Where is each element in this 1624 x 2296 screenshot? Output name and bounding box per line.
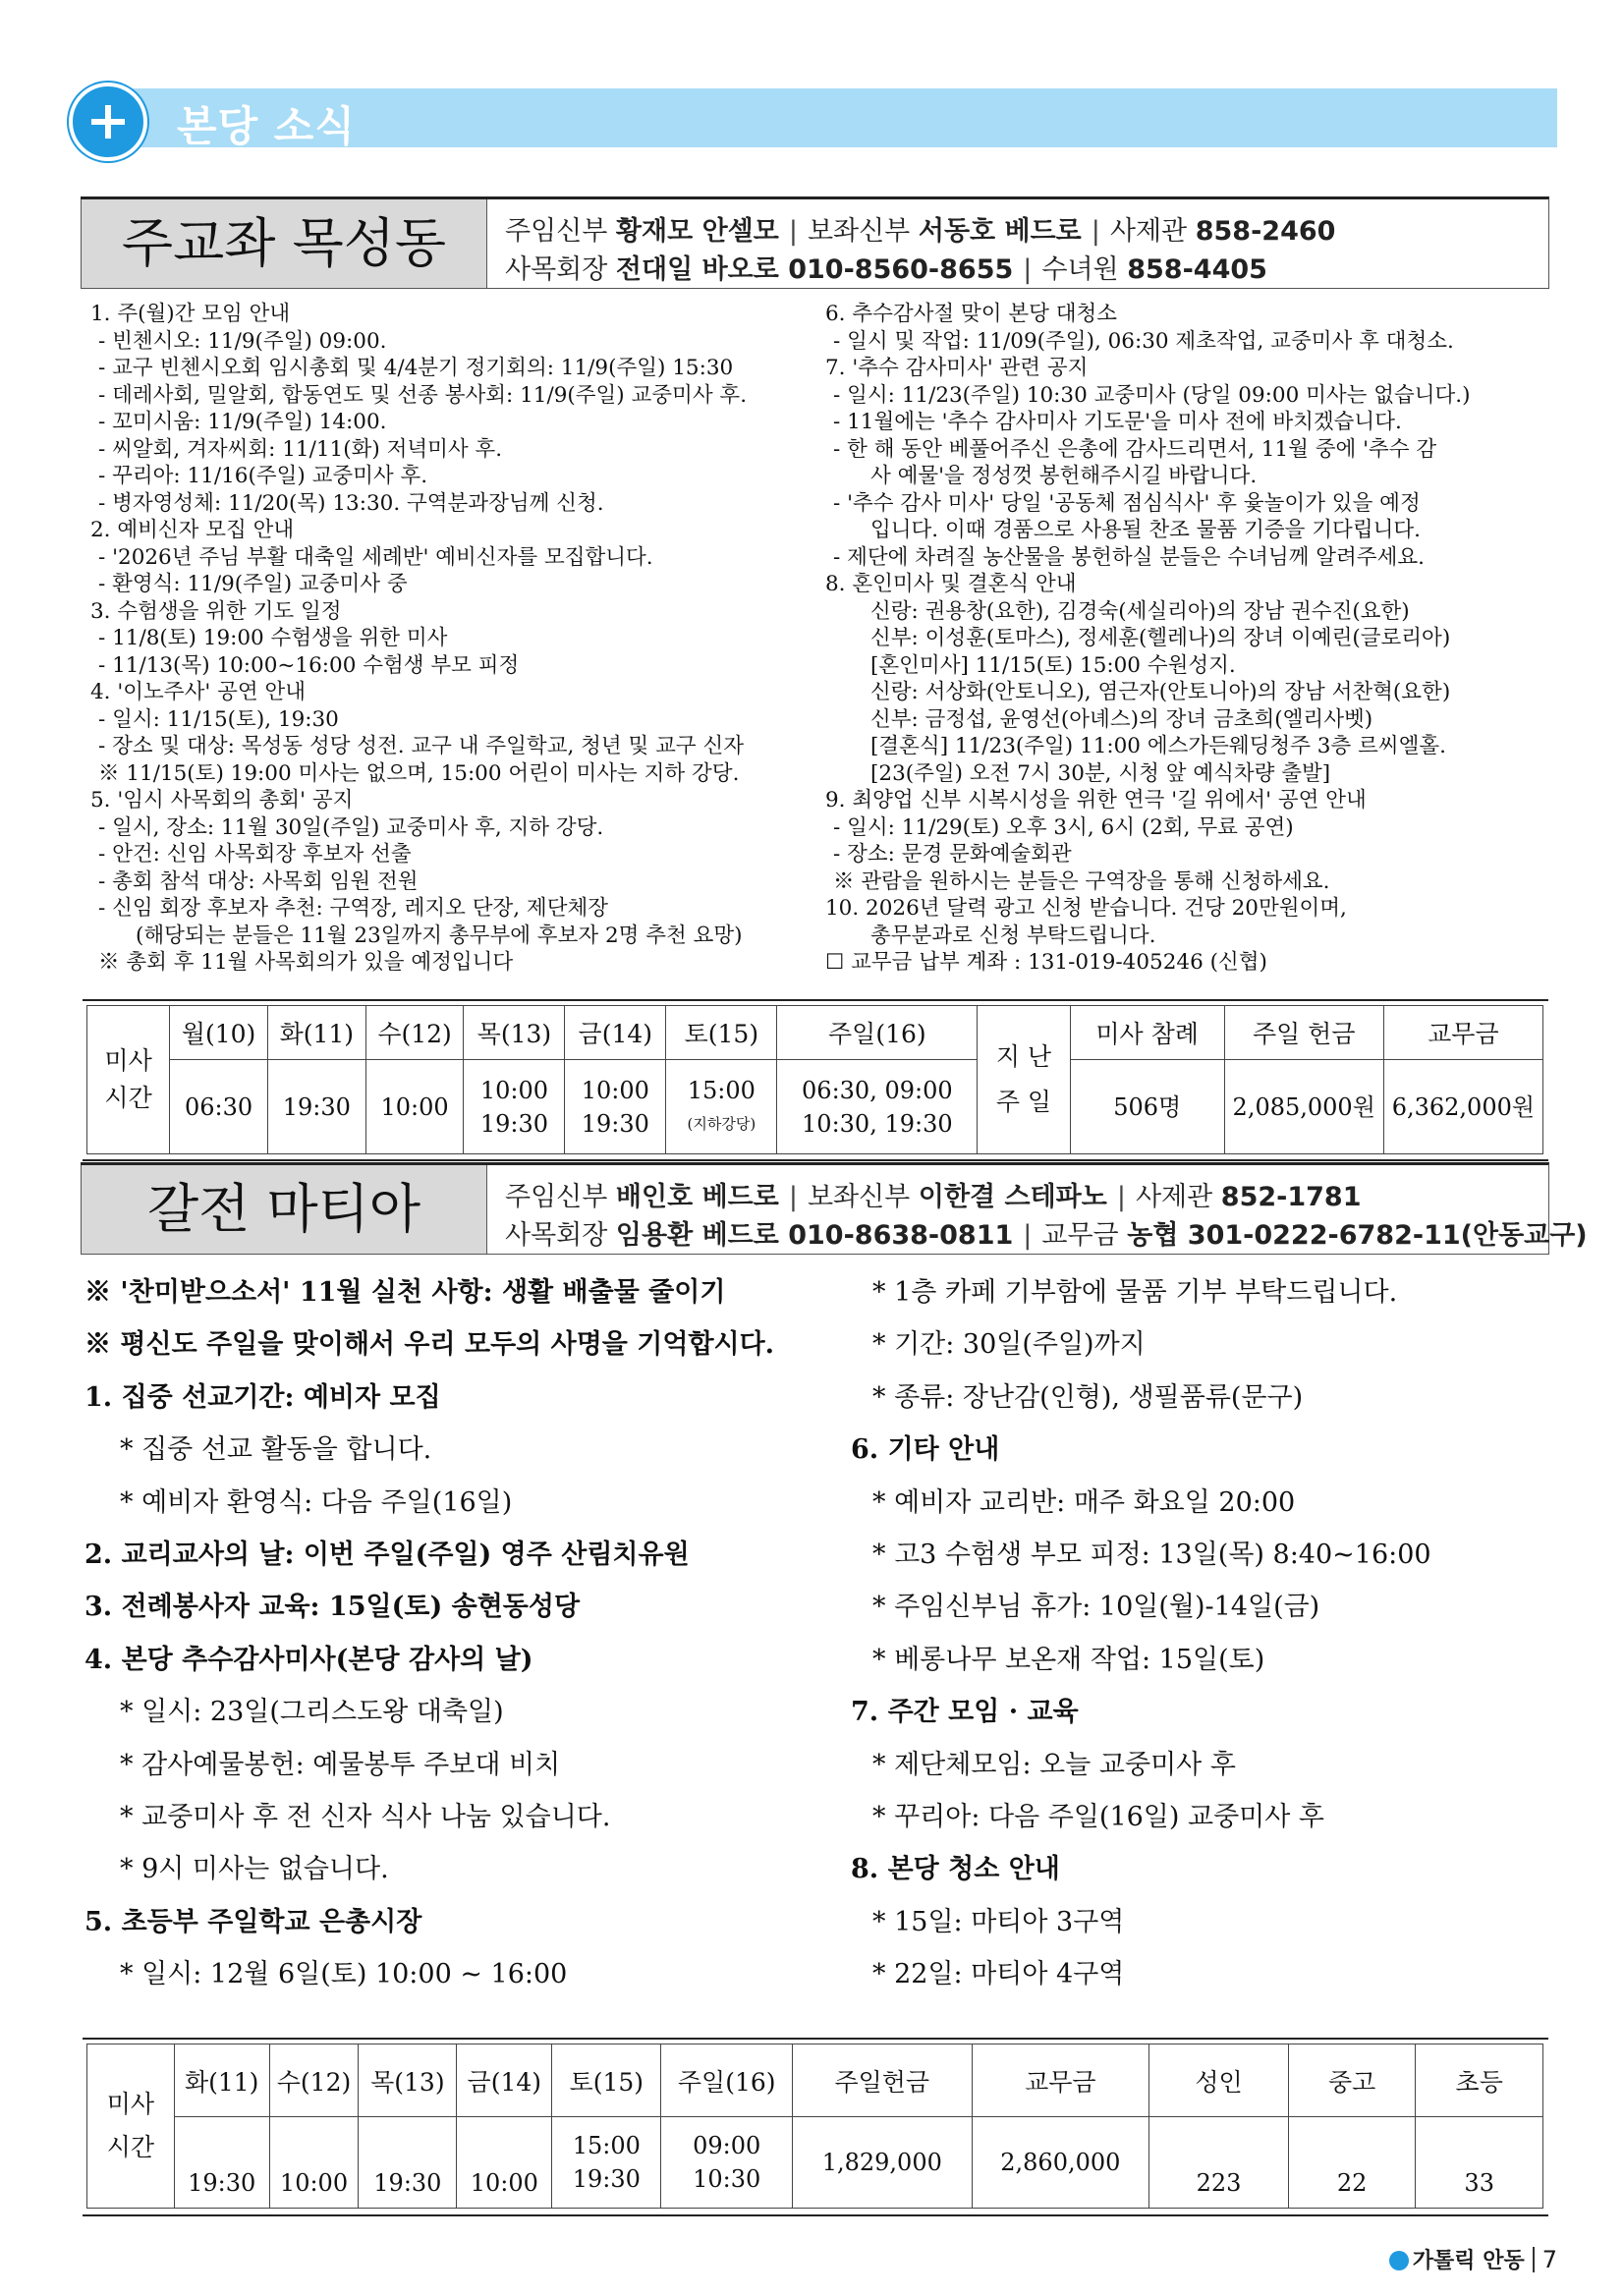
notice-line: 8. 본당 청소 안내 — [851, 1854, 1060, 1885]
day-header: 목(13) — [464, 1006, 565, 1060]
time-value: 15:00 — [687, 1076, 756, 1104]
notice-line: 7. '추수 감사미사' 관련 공지 — [825, 356, 1089, 380]
notice-line: * 기간: 30일(주일)까지 — [872, 1329, 1146, 1361]
time-cell — [267, 1060, 365, 1154]
info-label: 보좌신부 — [807, 216, 919, 247]
notice-line: * 감사예물봉헌: 예물봉투 주보대 비치 — [120, 1749, 561, 1780]
info-separator: | — [788, 216, 798, 247]
notice-line: 5. '임시 사목회의 총회' 공지 — [90, 788, 354, 812]
notice-line: * 종류: 장난감(인형), 생필품류(문구) — [872, 1381, 1304, 1413]
notice-line: * 고3 수험생 부모 피정: 13일(목) 8:40~16:00 — [872, 1540, 1431, 1571]
page-number: 7 — [1541, 2246, 1557, 2273]
time-value: 10:30, 19:30 — [802, 1109, 953, 1138]
brand-dot-icon — [1389, 2251, 1409, 2270]
notice-line: 6. 추수감사절 맞이 본당 대청소 — [825, 302, 1118, 326]
notice-line: - '추수 감사 미사' 당일 '공동체 점심식사' 후 윷놀이가 있을 예정 — [833, 490, 1421, 516]
notice-line: - 일시: 11/23(주일) 10:30 교중미사 (당일 09:00 미사는 없습니다.) — [833, 382, 1471, 408]
notice-line: 신랑: 권용창(요한), 김경숙(세실리아)의 장남 권수진(요한) — [870, 598, 1410, 624]
notice-line: 신부: 이성훈(토마스), 정세훈(헬레나)의 장녀 이예린(글로리아) — [870, 626, 1451, 650]
parish2-header — [81, 1162, 1588, 1255]
info-label: 교무금 — [1041, 1220, 1128, 1251]
info-separator: | — [1023, 254, 1033, 285]
stat-value: 506명 — [1070, 1060, 1224, 1154]
info-value: 황재모 안셀모 — [615, 216, 779, 247]
notice-line: - 일시 및 작업: 11/09(주일), 06:30 제초작업, 교중미사 후 대청소. — [833, 328, 1454, 354]
stat-header: 주일헌금 — [793, 2044, 973, 2117]
notice-line: 입니다. 이때 경품으로 사용될 찬조 물품 기증을 기다립니다. — [870, 518, 1421, 542]
footer-divider — [1533, 2247, 1535, 2272]
time-value: 19:30 — [188, 2169, 256, 2197]
parish1-header — [81, 196, 1549, 289]
day-header: 수(12) — [269, 2044, 359, 2117]
time-value: 15:00 — [572, 2132, 641, 2159]
stat-header: 주일 헌금 — [1224, 1006, 1383, 1060]
parish2-notices-right — [851, 1266, 1431, 2001]
mass-label-2: 시간 — [106, 2133, 155, 2161]
parish2-schedule-table — [86, 2044, 1543, 2209]
notice-line: - 장소: 문경 문화예술회관 — [833, 842, 1072, 867]
time-value: 19:30 — [282, 1092, 351, 1121]
day-header: 금(14) — [565, 1006, 666, 1060]
day-header: 금(14) — [457, 2044, 552, 2117]
stat-header: 성인 — [1149, 2044, 1289, 2117]
time-cell — [457, 2117, 552, 2209]
info-value: 858-4405 — [1127, 254, 1267, 285]
notice-line: 8. 혼인미사 및 결혼식 안내 — [825, 572, 1077, 596]
notice-line: 9. 최양업 신부 시복시성을 위한 연극 '길 위에서' 공연 안내 — [825, 788, 1367, 812]
stat-header: 초등 — [1416, 2044, 1543, 2117]
notice-line: ※ 평신도 주일을 맞이해서 우리 모두의 사명을 기억합시다. — [84, 1329, 775, 1361]
info-value: 임용환 베드로 010-8638-0811 — [615, 1220, 1014, 1251]
footer-brand: 가톨릭 안동 — [1412, 2249, 1525, 2273]
day-header: 화(11) — [267, 1006, 365, 1060]
time-value: 10:00 — [279, 2169, 349, 2197]
time-cell — [174, 2117, 269, 2209]
notice-line: 5. 초등부 주일학교 은총시장 — [84, 1906, 422, 1937]
time-cell — [565, 1060, 666, 1154]
day-header: 토(15) — [666, 1006, 777, 1060]
time-cell — [170, 1060, 268, 1154]
stat-header: 중고 — [1288, 2044, 1416, 2117]
notice-line: [결혼식] 11/23(주일) 11:00 에스가든웨딩청주 3층 르씨엘홀. — [870, 734, 1446, 758]
notice-line: - 장소 및 대상: 목성동 성당 성전. 교구 내 주일학교, 청년 및 교구 신자 — [98, 734, 745, 758]
time-value: 19:30 — [572, 2165, 641, 2193]
mass-time-label — [87, 2044, 175, 2209]
notice-line: - 병자영성체: 11/20(목) 13:30. 구역분과장님께 신청. — [98, 490, 604, 516]
time-value: 19:30 — [373, 2169, 442, 2197]
notice-line: 1. 주(월)간 모임 안내 — [90, 302, 291, 326]
notice-line: 1. 집중 선교기간: 예비자 모집 — [84, 1381, 441, 1413]
notice-line: - 11/13(목) 10:00~16:00 수험생 부모 피정 — [98, 652, 520, 678]
notice-line: 사 예물'을 정성껏 봉헌해주시길 바랍니다. — [870, 464, 1258, 488]
day-header: 주일(16) — [777, 1006, 978, 1060]
notice-line: ☐ 교무금 납부 계좌 : 131-019-405246 (신협) — [825, 950, 1267, 975]
notice-line: [혼인미사] 11/15(토) 15:00 수원성지. — [870, 652, 1236, 678]
info-label: 주임신부 — [505, 1182, 616, 1212]
notice-line: - 11월에는 '추수 감사미사 기도문'을 미사 전에 바치겠습니다. — [833, 410, 1402, 434]
notice-line: 신랑: 서상화(안토니오), 염근자(안토니아)의 장남 서찬혁(요한) — [870, 680, 1451, 704]
stat-value: 22 — [1288, 2117, 1416, 2209]
notice-line: - 11/8(토) 19:00 수험생을 위한 미사 — [98, 626, 448, 650]
time-value: 19:30 — [581, 1109, 649, 1138]
mass-time-label — [87, 1006, 170, 1154]
notice-line: - 환영식: 11/9(주일) 교중미사 중 — [98, 572, 408, 596]
notice-line: ※ 관람을 원하시는 분들은 구역장을 통해 신청하세요. — [833, 868, 1330, 894]
notice-line: - 한 해 동안 베풀어주신 은총에 감사드리면서, 11월 중에 '추수 감 — [833, 436, 1437, 462]
time-value: 10:00 — [380, 1092, 449, 1121]
notice-line: * 일시: 23일(그리스도왕 대축일) — [120, 1697, 504, 1728]
info-separator: | — [1091, 216, 1100, 247]
notice-line: - 빈첸시오: 11/9(주일) 09:00. — [98, 328, 387, 354]
info-value: 농협 301-0222-6782-11(안동교구) — [1127, 1220, 1588, 1251]
info-separator: | — [788, 1182, 798, 1212]
notice-line: ※ 총회 후 11월 사목회의가 있을 예정입니다 — [98, 950, 514, 975]
notice-line: * 베롱나무 보온재 작업: 15일(토) — [872, 1644, 1265, 1675]
notice-line: * 일시: 12월 6일(토) 10:00 ~ 16:00 — [120, 1959, 568, 1990]
last-week-label-1: 지 난 — [995, 1042, 1052, 1071]
info-label: 사제관 — [1109, 216, 1196, 247]
time-cell — [666, 1060, 777, 1154]
time-value: 10:00 — [470, 2169, 538, 2197]
notice-line: 7. 주간 모임 · 교육 — [851, 1697, 1079, 1728]
info-label: 사목회장 — [505, 254, 616, 285]
info-value: 858-2460 — [1195, 216, 1336, 247]
time-value: 10:00 — [479, 1076, 548, 1104]
info-label: 보좌신부 — [807, 1182, 919, 1212]
time-cell — [269, 2117, 359, 2209]
parish1-name: 주교좌 목성동 — [81, 199, 487, 288]
notice-line: 10. 2026년 달력 광고 신청 받습니다. 건당 20만원이며, — [825, 896, 1347, 921]
page-footer — [1389, 2244, 1557, 2274]
day-header: 수(12) — [365, 1006, 464, 1060]
time-cell — [552, 2117, 661, 2209]
notice-line: * 주임신부님 휴가: 10일(월)-14일(금) — [872, 1592, 1320, 1623]
parish1-info-line1 — [505, 209, 1335, 248]
parish2-notices-left — [84, 1266, 774, 2001]
info-separator: | — [1116, 1182, 1126, 1212]
stat-value: 2,085,000원 — [1224, 1060, 1383, 1154]
parish1-notices-left — [90, 301, 747, 977]
day-header: 화(11) — [174, 2044, 269, 2117]
stat-value: 1,829,000 — [793, 2117, 973, 2209]
stat-value: 223 — [1149, 2117, 1289, 2209]
parish1-info-line2 — [505, 248, 1267, 286]
notice-line: 신부: 금정섭, 윤영선(아녜스)의 장녀 금초희(엘리사벳) — [870, 706, 1373, 732]
info-value: 배인호 베드로 — [615, 1182, 779, 1212]
notice-line: - 총회 참석 대상: 사목회 임원 전원 — [98, 868, 419, 894]
info-label: 사제관 — [1135, 1182, 1221, 1212]
notice-line: (해당되는 분들은 11월 23일까지 총무부에 후보자 2명 추천 요망) — [136, 923, 743, 948]
time-cell — [464, 1060, 565, 1154]
notice-line: * 예비자 교리반: 매주 화요일 20:00 — [872, 1486, 1296, 1518]
info-value: 서동호 베드로 — [918, 216, 1082, 247]
notice-line: - 데레사회, 밀알회, 합동연도 및 선종 봉사회: 11/9(주일) 교중미사 후. — [98, 382, 748, 408]
notice-line: * 꾸리아: 다음 주일(16일) 교중미사 후 — [872, 1802, 1324, 1833]
last-week-label-2: 주 일 — [995, 1088, 1052, 1116]
notice-line: * 9시 미사는 없습니다. — [120, 1854, 389, 1885]
day-header: 주일(16) — [661, 2044, 793, 2117]
section-title: 본당 소식 — [177, 102, 356, 150]
info-label: 사목회장 — [505, 1220, 616, 1251]
parish1-notices-right — [825, 301, 1471, 977]
mass-label-1: 미사 — [106, 2090, 155, 2118]
notice-line: - 씨알회, 겨자씨회: 11/11(화) 저녁미사 후. — [98, 436, 503, 462]
time-note: (지하강당) — [687, 1114, 756, 1133]
notice-line: - 안건: 신임 사목회장 후보자 선출 — [98, 842, 412, 867]
time-cell — [365, 1060, 464, 1154]
time-value: 06:30, 09:00 — [802, 1076, 953, 1104]
last-week-label — [978, 1006, 1071, 1154]
mass-label-1: 미사 — [104, 1046, 152, 1075]
notice-line: 2. 교리교사의 날: 이번 주일(주일) 영주 산림치유원 — [84, 1540, 690, 1571]
time-value: 09:00 — [693, 2132, 761, 2159]
parish2-name: 갈전 마티아 — [81, 1165, 487, 1254]
day-header: 목(13) — [359, 2044, 457, 2117]
info-separator: | — [1023, 1220, 1033, 1251]
time-value: 10:30 — [693, 2165, 761, 2193]
info-value: 852-1781 — [1220, 1182, 1362, 1212]
notice-line: - 신임 회장 후보자 추천: 구역장, 레지오 단장, 제단체장 — [98, 896, 609, 921]
stat-value: 6,362,000원 — [1383, 1060, 1542, 1154]
time-value: 10:00 — [581, 1076, 649, 1104]
notice-line: 6. 기타 안내 — [851, 1434, 1000, 1466]
notice-line: ※ 11/15(토) 19:00 미사는 없으며, 15:00 어린이 미사는 지하 강당. — [98, 760, 740, 786]
parish1-schedule-table — [86, 1005, 1543, 1154]
notice-line: - 꾸리아: 11/16(주일) 교중미사 후. — [98, 464, 428, 488]
info-value: 이한결 스테파노 — [918, 1182, 1107, 1212]
notice-line: ※ '찬미받으소서' 11월 실천 사항: 생활 배출물 줄이기 — [84, 1277, 726, 1308]
notice-line: * 교중미사 후 전 신자 식사 나눔 있습니다. — [120, 1802, 611, 1833]
stat-value: 33 — [1416, 2117, 1543, 2209]
time-cell — [661, 2117, 793, 2209]
cross-emblem-icon — [69, 83, 147, 161]
notice-line: - 꼬미시움: 11/9(주일) 14:00. — [98, 410, 387, 434]
day-header: 월(10) — [170, 1006, 268, 1060]
stat-header: 미사 참례 — [1070, 1006, 1224, 1060]
mass-label-2: 시간 — [104, 1084, 152, 1112]
day-header: 토(15) — [552, 2044, 661, 2117]
notice-line: - 일시: 11/29(토) 오후 3시, 6시 (2회, 무료 공연) — [833, 814, 1294, 840]
section-header — [69, 86, 1557, 149]
info-value: 전대일 바오로 010-8560-8655 — [615, 254, 1014, 285]
notice-line: * 22일: 마티아 4구역 — [872, 1959, 1125, 1990]
notice-line: * 1층 카페 기부함에 물품 기부 부탁드립니다. — [872, 1277, 1398, 1308]
notice-line: 3. 수험생을 위한 기도 일정 — [90, 598, 342, 624]
notice-line: - 일시: 11/15(토), 19:30 — [98, 706, 339, 732]
notice-line: [23(주일) 오전 7시 30분, 시청 앞 예식차량 출발] — [870, 760, 1331, 786]
info-label: 수녀원 — [1041, 254, 1128, 285]
time-cell — [359, 2117, 457, 2209]
stat-value: 2,860,000 — [972, 2117, 1149, 2209]
notice-line: 3. 전례봉사자 교육: 15일(토) 송현동성당 — [84, 1592, 581, 1623]
stat-header: 교무금 — [972, 2044, 1149, 2117]
notice-line: - 교구 빈첸시오회 임시총회 및 4/4분기 정기회의: 11/9(주일) 15:30 — [98, 356, 734, 380]
time-cell — [777, 1060, 978, 1154]
notice-line: * 15일: 마티아 3구역 — [872, 1906, 1125, 1937]
notice-line: - '2026년 주님 부활 대축일 세례반' 예비신자를 모집합니다. — [98, 544, 653, 570]
notice-line: * 제단체모임: 오늘 교중미사 후 — [872, 1749, 1236, 1780]
notice-line: 2. 예비신자 모집 안내 — [90, 518, 295, 542]
notice-line: * 예비자 환영식: 다음 주일(16일) — [120, 1486, 513, 1518]
time-value: 06:30 — [184, 1092, 253, 1121]
notice-line: - 제단에 차려질 농산물을 봉헌하실 분들은 수녀님께 알려주세요. — [833, 544, 1425, 570]
notice-line: * 집중 선교 활동을 합니다. — [120, 1434, 432, 1466]
info-label: 주임신부 — [505, 216, 616, 247]
stat-header: 교무금 — [1383, 1006, 1542, 1060]
notice-line: - 일시, 장소: 11월 30일(주일) 교중미사 후, 지하 강당. — [98, 814, 604, 840]
parish2-info-line1 — [505, 1175, 1362, 1213]
notice-line: 4. 본당 추수감사미사(본당 감사의 날) — [84, 1644, 533, 1675]
notice-line: 4. '이노주사' 공연 안내 — [90, 680, 306, 704]
notice-line: 총무분과로 신청 부탁드립니다. — [870, 923, 1156, 948]
parish2-info-line2 — [505, 1213, 1588, 1252]
time-value: 19:30 — [479, 1109, 548, 1138]
